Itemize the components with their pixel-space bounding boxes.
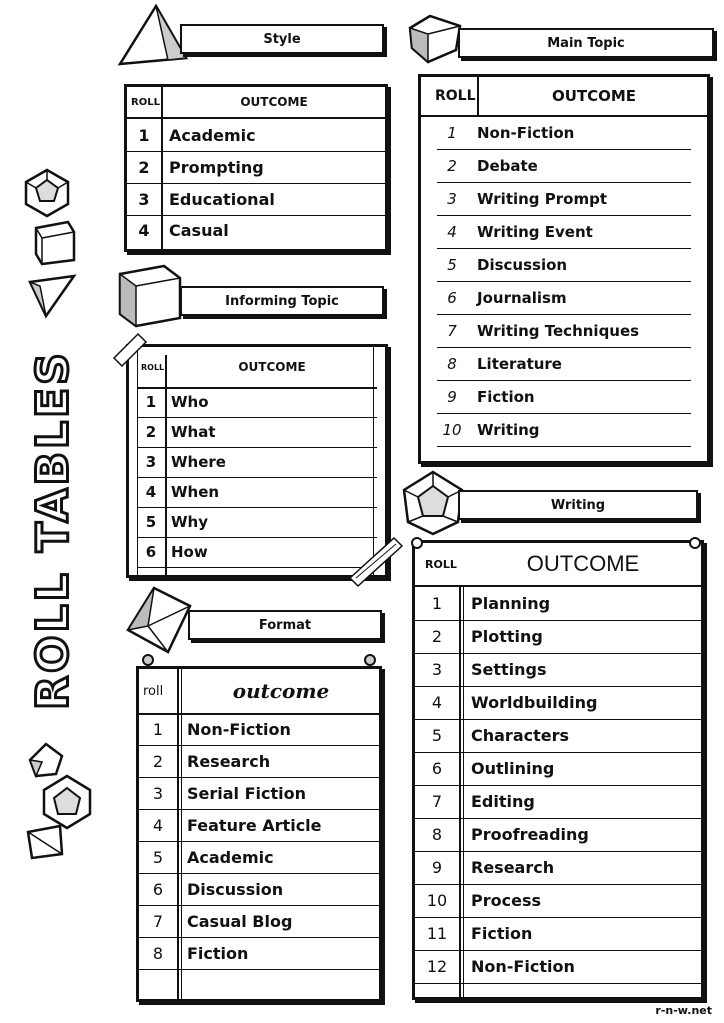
tape-icon bbox=[346, 534, 406, 588]
style-title-banner bbox=[180, 24, 384, 54]
table-row: 11 Fiction bbox=[415, 917, 701, 951]
d8-die-icon bbox=[124, 586, 194, 654]
table-row: 2 Debate bbox=[437, 149, 691, 183]
roll-header: ROLL bbox=[141, 362, 165, 372]
table-row: 5 Characters bbox=[415, 719, 701, 753]
table-row: 8 Fiction bbox=[139, 937, 379, 970]
table-row: 7 Editing bbox=[415, 785, 701, 819]
table-row: 2 Plotting bbox=[415, 620, 701, 654]
table-row: 5 Academic bbox=[139, 841, 379, 874]
tape-icon bbox=[112, 332, 148, 368]
table-row: 10 Process bbox=[415, 884, 701, 918]
table-row: 2 Research bbox=[139, 745, 379, 778]
d4-die-icon bbox=[116, 4, 188, 70]
table-row: 6 Outlining bbox=[415, 752, 701, 786]
table-row: 5 Why bbox=[137, 507, 377, 538]
table-row: 8 Proofreading bbox=[415, 818, 701, 852]
main-title: Main Topic bbox=[547, 35, 625, 51]
table-row: 9 Research bbox=[415, 851, 701, 885]
outcome-header: outcome bbox=[232, 679, 330, 703]
table-row: 4 Worldbuilding bbox=[415, 686, 701, 720]
table-row: 1 Non-Fiction bbox=[139, 713, 379, 746]
main-title-banner bbox=[458, 28, 714, 58]
table-row: 8 Literature bbox=[437, 347, 691, 381]
d12-die-icon bbox=[22, 168, 72, 218]
pin-icon bbox=[362, 652, 378, 668]
d12-die-icon bbox=[400, 470, 466, 536]
table-row: 1 Non-Fiction bbox=[437, 117, 691, 150]
sidebar-title bbox=[18, 340, 88, 720]
table-row: 1 Planning bbox=[415, 587, 701, 621]
table-row: 3 Settings bbox=[415, 653, 701, 687]
table-row: 4 Feature Article bbox=[139, 809, 379, 842]
roll-header: ROLL bbox=[131, 96, 160, 108]
style-table bbox=[124, 84, 388, 252]
style-title: Style bbox=[263, 31, 301, 47]
table-row: 10 Writing bbox=[437, 413, 691, 447]
table-row: 6 How bbox=[137, 537, 377, 568]
pin-icon bbox=[140, 652, 156, 668]
table-row: 7 Casual Blog bbox=[139, 905, 379, 938]
outcome-header: OUTCOME bbox=[238, 360, 306, 374]
format-table bbox=[136, 666, 382, 1002]
sidebar-title-text: ROLL TABLES bbox=[27, 350, 79, 710]
table-row: 12 Non-Fiction bbox=[415, 950, 701, 984]
table-row: 6 Journalism bbox=[437, 281, 691, 315]
table-row: 3 Writing Prompt bbox=[437, 182, 691, 216]
writing-title-banner bbox=[458, 490, 698, 520]
main-table bbox=[418, 74, 710, 464]
informing-title-banner bbox=[180, 286, 384, 316]
table-row: 6 Discussion bbox=[139, 873, 379, 906]
table-row: 3 Where bbox=[137, 447, 377, 478]
table-row: 3 Educational bbox=[127, 183, 385, 216]
table-row: 1 Who bbox=[137, 387, 377, 418]
table-row: 3 Serial Fiction bbox=[139, 777, 379, 810]
outcome-header: OUTCOME bbox=[526, 551, 640, 576]
format-title: Format bbox=[258, 617, 312, 633]
table-row: 4 When bbox=[137, 477, 377, 508]
informing-title: Informing Topic bbox=[225, 293, 339, 309]
pin-icon bbox=[688, 536, 702, 550]
table-row: 9 Fiction bbox=[437, 380, 691, 414]
format-title-banner bbox=[188, 610, 382, 640]
table-row: 2 What bbox=[137, 417, 377, 448]
writing-table bbox=[412, 540, 704, 1000]
table-row: 1 Academic bbox=[127, 119, 385, 152]
outcome-header: OUTCOME bbox=[240, 95, 308, 109]
footer-site: r-n-w.net bbox=[655, 1004, 712, 1017]
roll-header: roll bbox=[143, 683, 164, 699]
outcome-header: OUTCOME bbox=[551, 87, 637, 105]
table-row: 4 Casual bbox=[138, 220, 229, 240]
roll-header: ROLL bbox=[425, 557, 457, 571]
table-row: 4 Writing Event bbox=[437, 215, 691, 249]
d6-die-icon bbox=[116, 262, 184, 328]
d8-die-icon bbox=[24, 822, 66, 862]
roll-header: ROLL bbox=[435, 88, 476, 104]
writing-title: Writing bbox=[550, 497, 606, 513]
d6-die-icon bbox=[30, 218, 78, 266]
d10-die-icon bbox=[406, 14, 464, 64]
table-row: 2 Prompting bbox=[127, 151, 385, 184]
pin-icon bbox=[410, 536, 424, 550]
table-row: 7 Writing Techniques bbox=[437, 314, 691, 348]
table-row: 5 Discussion bbox=[437, 248, 691, 282]
d4-die-icon bbox=[26, 270, 78, 320]
